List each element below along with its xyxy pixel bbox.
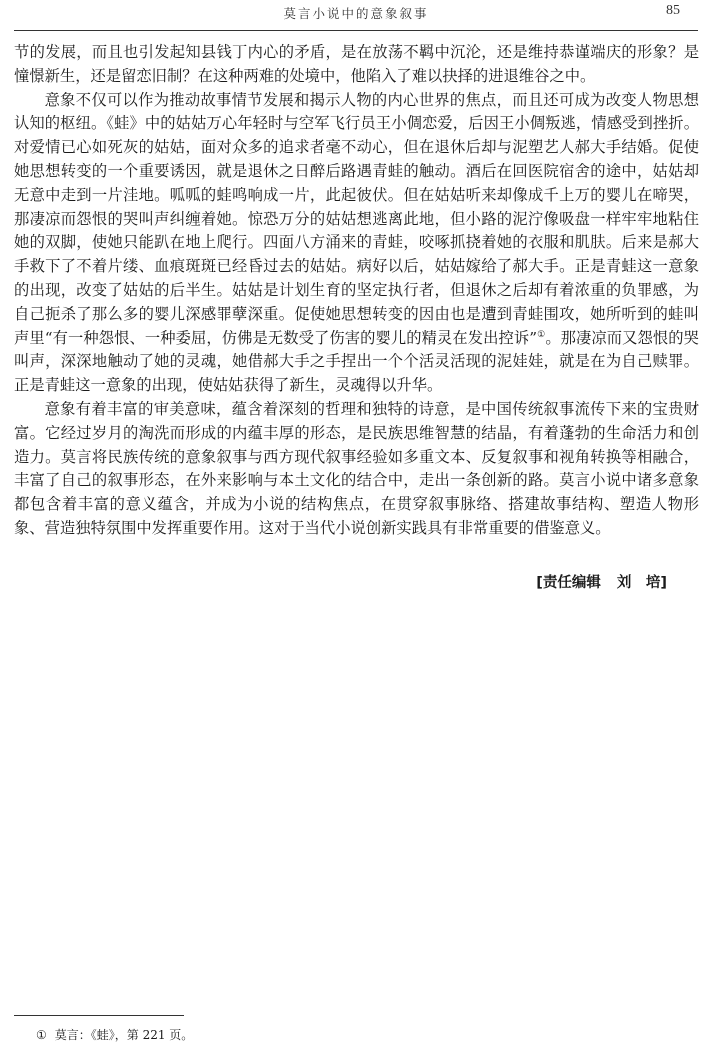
body-paragraph-1: 节的发展，而且也引发起知县钱丁内心的矛盾，是在放荡不羁中沉沦，还是维持恭谨端庆的形象？是憧憬新生，还是留恋旧制？在这种两难的处境中，他陷入了难以抉择的进退维谷之中。 xyxy=(14,43,699,85)
footnote-divider xyxy=(14,1015,184,1016)
paragraph-2-text: 意象不仅可以作为推动故事情节发展和揭示人物的内心世界的焦点，而且还可成为改变人物思想认知的枢纽。《蛙》中的姑姑万心年轻时与空军飞行员王小倜恋爱，后因王小倜叛逃，情感受到挫折。对爱情已心如死灰的姑姑，面对众多的追求者毫不动心，但在退休后却与泥塑艺人郝大手结婚。促使她思想转变的一个重要诱因，就是退休之日醉后路遇青蛙的触动。酒后在回医院宿舍的途中，姑姑却无意中走到一片洼地。呱呱的蛙鸣响成一片，此起彼伏。但在姑姑听来却像成千上万的婴儿在啼哭，那凄凉而怨恨的哭叫声纠缠着她。惊恐万分的姑姑想逃离此地，但小路的泥泞像吸盘一样牢牢地粘住她的双脚，使她只能趴在地上爬行。四面八方涌来的青蛙，咬啄抓挠着她的衣服和肌肤。后来是郝大手救下了不着片缕、血痕斑斑已经昏过去的姑姑。病好以后，姑姑嫁给了郝大手。正是青蛙这一意象的出现，改变了姑姑的后半生。姑姑是计划生育的坚定执行者，但退休之后却有着浓重的负罪感，为自己扼杀了那么多的婴儿深感罪孽深重。促使她思想转变的因由也是遭到青蛙围攻，她所听到的蛙叫声里“有一种怨恨、一种委屈，仿佛是无数受了伤害的婴儿的精灵在发出控诉” xyxy=(14,90,699,347)
paragraph-2-continuation: 。那凄凉而又怨恨的哭叫声，深深地触动了她的灵魂，她借郝大手之手捏出一个个活灵活现的泥娃娃，就是在为自己赎罪。正是青蛙这一意象的出现，使姑姑获得了新生，灵魂得以升华。 xyxy=(14,328,699,395)
running-title: 莫言小说中的意象叙事 xyxy=(283,6,429,21)
editor-label: 责任编辑 xyxy=(542,575,601,591)
footnote xyxy=(36,1026,193,1043)
article-body xyxy=(14,41,699,541)
editor-close-bracket: ] xyxy=(660,575,667,591)
footnote-reference[interactable]: ① xyxy=(537,329,546,340)
body-paragraph-2 xyxy=(14,89,699,398)
editor-open-bracket: [ xyxy=(536,575,543,591)
page-number: 85 xyxy=(666,3,680,18)
body-paragraph-3: 意象有着丰富的审美意味，蕴含着深刻的哲理和独特的诗意，是中国传统叙事流传下来的宝贵财富。它经过岁月的淘洗而形成的内蕴丰厚的形态，是民族思维智慧的结晶，有着蓬勃的生命活力和创造力。莫言将民族传统的意象叙事与西方现代叙事经验如多重文本、反复叙事和视角转换等相融合，丰富了自己的叙事形态，在外来影响与本土文化的结合中，走出一条创新的路。莫言小说中诸多意象都包含着丰富的意义蕴含，并成为小说的结构焦点，在贯穿叙事脉络、搭建故事结构、塑造人物形象、营造独特氛围中发挥重要作用。这对于当代小说创新实践具有非常重要的借鉴意义。 xyxy=(14,399,699,537)
footnote-text: 莫言：《蛙》，第 221 页。 xyxy=(54,1028,194,1042)
editor-name: 刘 培 xyxy=(616,575,661,591)
responsible-editor xyxy=(536,571,667,592)
running-header xyxy=(14,0,698,31)
footnote-marker: ① xyxy=(36,1028,47,1042)
